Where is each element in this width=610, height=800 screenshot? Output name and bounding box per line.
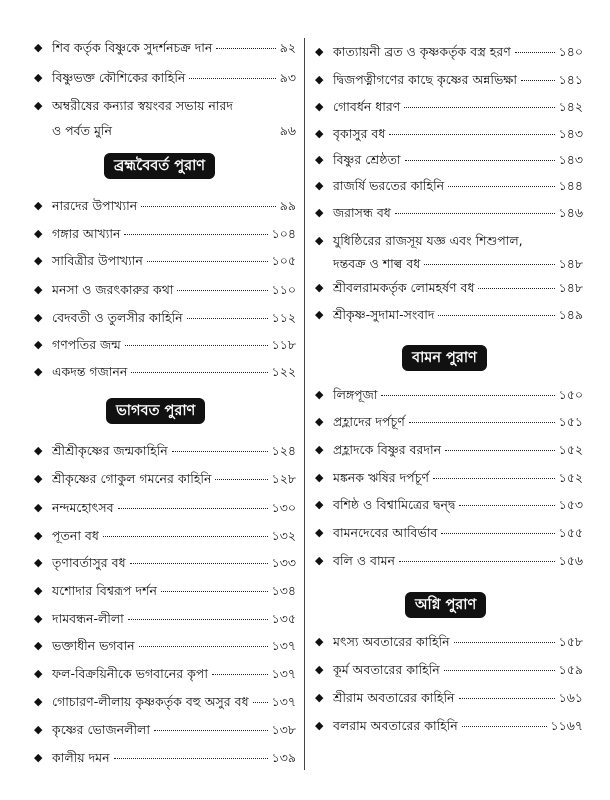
leader-dots (448, 186, 555, 187)
toc-entry[interactable] (315, 414, 583, 430)
entry-title: দ্বিজপত্নীগণের কাছে কৃষ্ণের অন্নভিক্ষা (333, 72, 518, 87)
leader-dots (399, 561, 555, 562)
entry-title: একদন্ত গজানন (52, 364, 128, 379)
leader-dots (381, 395, 554, 396)
toc-entry[interactable] (34, 722, 296, 738)
section-heading-vamana: বামন পুরাণ (402, 345, 487, 371)
entry-title: গণপতির জন্ম (52, 337, 121, 352)
entry-title: বিষ্ণুর শ্রেষ্ঠতা (333, 152, 401, 167)
entry-page: ১৪০ (558, 44, 583, 59)
toc-entry[interactable] (315, 553, 583, 569)
toc-entry[interactable] (34, 528, 296, 544)
section-heading-bhagavata: ভাগবত পুরাণ (106, 398, 205, 424)
leader-dots (130, 563, 268, 564)
toc-entry[interactable] (315, 634, 583, 650)
toc-entry[interactable] (315, 470, 583, 486)
diamond-bullet-icon: ◆ (315, 153, 324, 166)
toc-entry[interactable] (34, 583, 296, 599)
entry-page: ১৪৮ (558, 256, 583, 271)
leader-dots (161, 591, 268, 592)
leader-dots (445, 450, 555, 451)
toc-entry[interactable] (315, 126, 583, 142)
toc-entry[interactable] (315, 178, 583, 194)
toc-entry[interactable] (315, 44, 583, 60)
leader-dots (139, 646, 268, 647)
entry-title: সাবিত্রীর উপাখ্যান (52, 253, 143, 268)
toc-entry[interactable] (34, 364, 296, 380)
diamond-bullet-icon: ◆ (34, 695, 43, 708)
leader-dots (438, 315, 554, 316)
leader-dots (212, 674, 268, 675)
entry-page: ১৫৯ (558, 662, 583, 677)
toc-entry[interactable] (34, 694, 296, 710)
diamond-bullet-icon: ◆ (315, 526, 324, 539)
entry-title: দামবন্ধন-লীলা (52, 611, 124, 626)
toc-entry[interactable] (34, 282, 296, 298)
entry-page: ১১০ (271, 282, 296, 297)
diamond-bullet-icon: ◆ (34, 254, 43, 267)
diamond-bullet-icon: ◆ (315, 663, 324, 676)
entry-page: ১০৫ (271, 253, 296, 268)
toc-entry[interactable] (315, 718, 583, 734)
toc-entry[interactable] (34, 666, 296, 682)
entry-title: বামনদেবের আবির্ভাব (333, 525, 438, 540)
entry-title: কালীয় দমন (52, 750, 110, 765)
entry-title: শ্রীকৃষ্ণ-সুদামা-সংবাদ (333, 307, 435, 322)
entry-title: বেদবতী ও তুলসীর কাহিনি (52, 310, 183, 325)
entry-page: ১১২ (271, 310, 296, 325)
entry-title: নন্দমহোৎসব (52, 500, 114, 515)
entry-page: ১৩৭ (271, 638, 296, 653)
entry-title: তৃণাবর্তাসুর বধ (52, 555, 126, 570)
entry-title: কূর্ম অবতারের কাহিনি (333, 662, 440, 677)
leader-dots (189, 78, 275, 79)
toc-entry[interactable] (315, 387, 583, 403)
leader-dots (454, 642, 555, 643)
leader-space (116, 131, 276, 132)
diamond-bullet-icon: ◆ (315, 443, 324, 456)
toc-entry[interactable] (315, 662, 583, 678)
entry-page: ১৫১ (558, 414, 583, 429)
entry-page: ৯৩ (279, 70, 296, 85)
toc-entry[interactable] (315, 307, 583, 323)
toc-entry[interactable] (315, 205, 583, 221)
entry-page: ১৩৫ (271, 611, 296, 626)
entry-page: ১৫৮ (558, 634, 583, 649)
leader-dots (177, 290, 267, 291)
diamond-bullet-icon: ◆ (315, 234, 324, 247)
diamond-bullet-icon: ◆ (315, 100, 324, 113)
entry-page: ১০৪ (271, 226, 296, 241)
entry-page: ১৪৮ (558, 280, 583, 295)
entry-title: নারদের উপাখ্যান (52, 198, 138, 213)
entry-title: শ্রীরাম অবতারের কাহিনি (333, 690, 455, 705)
entry-page: ১৩৭ (271, 694, 296, 709)
diamond-bullet-icon: ◆ (34, 365, 43, 378)
diamond-bullet-icon: ◆ (34, 529, 43, 542)
entry-title: শ্রীকৃষ্ণের গোকুল গমনের কাহিনি (52, 471, 212, 486)
leader-dots (459, 698, 555, 699)
diamond-bullet-icon: ◆ (34, 338, 43, 351)
toc-entry[interactable] (315, 72, 583, 88)
entry-title: মৎস্য অবতারের কাহিনি (333, 634, 450, 649)
entry-page: ১৫৩ (558, 497, 583, 512)
entry-page: ১৬১ (558, 690, 583, 705)
entry-title: জরাসন্ধ বধ (333, 205, 391, 220)
entry-page: ১৩৭ (271, 666, 296, 681)
leader-dots (131, 372, 267, 373)
leader-dots (141, 206, 276, 207)
diamond-bullet-icon: ◆ (34, 639, 43, 652)
section-heading-agni: অগ্নি পুরাণ (405, 592, 486, 618)
entry-title: ফল-বিক্রয়িনীকে ভগবানের কৃপা (52, 666, 208, 681)
entry-title: রাজর্ষি ভরতের কাহিনি (333, 178, 445, 193)
diamond-bullet-icon: ◆ (34, 751, 43, 764)
leader-dots (128, 619, 268, 620)
entry-page: ১২৮ (271, 471, 296, 486)
entry-title: বিষ্ণুভক্ত কৌশিকের কাহিনি (52, 70, 186, 85)
diamond-bullet-icon: ◆ (34, 501, 43, 514)
entry-title: প্রহ্লাদের দর্পচূর্ণ (333, 414, 405, 429)
entry-title: বলি ও বামন (333, 553, 395, 568)
diamond-bullet-icon: ◆ (34, 472, 43, 485)
entry-title: গোচারণ-লীলায় কৃষ্ণকর্তৃক বহু অসুর বধ (52, 694, 249, 709)
toc-entry[interactable] (315, 233, 583, 272)
entry-title: কৃষ্ণের ভোজনলীলা (52, 722, 150, 737)
entry-page: ১৪১ (558, 72, 583, 87)
leader-dots (154, 730, 268, 731)
toc-entry[interactable] (34, 443, 296, 459)
diamond-bullet-icon: ◆ (34, 227, 43, 240)
leader-dots (147, 261, 268, 262)
leader-dots (389, 134, 554, 135)
toc-entry[interactable] (34, 638, 296, 654)
entry-title: গঙ্গার আখ্যান (52, 226, 121, 241)
toc-entry[interactable] (34, 198, 296, 214)
toc-entry[interactable] (315, 690, 583, 706)
entry-title: কাত্যায়নী ব্রত ও কৃষ্ণকর্তৃক বস্ত্র হরণ (333, 44, 511, 59)
toc-entry[interactable] (34, 226, 296, 242)
toc-entry[interactable] (34, 98, 296, 139)
diamond-bullet-icon: ◆ (315, 635, 324, 648)
entry-page: ৯২ (279, 40, 296, 55)
toc-entry[interactable] (34, 310, 296, 326)
leader-dots (444, 670, 555, 671)
entry-page: ১৪৪ (558, 178, 583, 193)
diamond-bullet-icon: ◆ (34, 41, 43, 54)
entry-page: ১৪৩ (558, 126, 583, 141)
leader-dots (253, 702, 268, 703)
entry-page: ১৩৪ (271, 583, 296, 598)
toc-entry[interactable] (34, 555, 296, 571)
entry-title-line: যুধিষ্ঠিরের রাজসূয় যজ্ঞ এবং শিশুপাল, (333, 233, 523, 248)
entry-title: শিব কর্তৃক বিষ্ণুকে সুদর্শনচক্র দান (52, 40, 213, 55)
entry-page: ১৫৫ (558, 525, 583, 540)
entry-title: ভক্তাধীন ভগবান (52, 638, 135, 653)
entry-page: ১৪২ (558, 99, 583, 114)
diamond-bullet-icon: ◆ (315, 388, 324, 401)
toc-entry[interactable] (34, 70, 296, 86)
entry-page: ১৫২ (558, 470, 583, 485)
leader-dots (441, 533, 554, 534)
leader-dots (114, 758, 268, 759)
entry-page: ১৩৩ (271, 555, 296, 570)
leader-dots (216, 48, 275, 49)
leader-dots (433, 478, 555, 479)
entry-title: পূতনা বধ (52, 528, 99, 543)
toc-entry[interactable] (34, 611, 296, 627)
entry-page: ১৪৩ (558, 152, 583, 167)
entry-title: যশোদার বিশ্বরূপ দর্শন (52, 583, 157, 598)
entry-title-line: ও পর্বত মুনি (52, 123, 112, 138)
entry-page: ১৫০ (558, 387, 583, 402)
entry-page: ১২৪ (271, 443, 296, 458)
toc-entry[interactable] (315, 280, 583, 296)
diamond-bullet-icon: ◆ (34, 99, 43, 112)
toc-entry[interactable] (34, 750, 296, 766)
toc-entry[interactable] (315, 442, 583, 458)
diamond-bullet-icon: ◆ (315, 471, 324, 484)
entry-title: গোবর্ধন ধারণ (333, 99, 401, 114)
entry-page: ১৫২ (558, 442, 583, 457)
diamond-bullet-icon: ◆ (315, 415, 324, 428)
leader-dots (424, 264, 554, 265)
toc-entry[interactable] (315, 525, 583, 541)
diamond-bullet-icon: ◆ (34, 199, 43, 212)
entry-title: বশিষ্ঠ ও বিশ্বামিত্রের দ্বন্দ্ব (333, 497, 456, 512)
entry-page: ১৪৯ (558, 307, 583, 322)
diamond-bullet-icon: ◆ (34, 584, 43, 597)
leader-dots (172, 451, 268, 452)
toc-entry[interactable] (34, 471, 296, 487)
diamond-bullet-icon: ◆ (315, 206, 324, 219)
diamond-bullet-icon: ◆ (315, 498, 324, 511)
diamond-bullet-icon: ◆ (315, 281, 324, 294)
diamond-bullet-icon: ◆ (315, 45, 324, 58)
entry-page: ১১৮ (271, 337, 296, 352)
entry-page: ১৩৯ (271, 750, 296, 765)
leader-dots (187, 318, 268, 319)
toc-entry[interactable] (34, 253, 296, 269)
diamond-bullet-icon: ◆ (315, 691, 324, 704)
toc-entry[interactable] (34, 337, 296, 353)
leader-dots (215, 479, 267, 480)
entry-title: বলরাম অবতারের কাহিনি (333, 718, 458, 733)
leader-dots (462, 726, 547, 727)
leader-dots (521, 80, 555, 81)
leader-dots (478, 288, 554, 289)
diamond-bullet-icon: ◆ (315, 179, 324, 192)
diamond-bullet-icon: ◆ (315, 719, 324, 732)
entry-title: প্রহ্লাদকে বিষ্ণুর বরদান (333, 442, 442, 457)
entry-page: ১৩৮ (271, 722, 296, 737)
entry-title: মঙ্কনক ঋষির দর্পচূর্ণ (333, 470, 429, 485)
entry-page: ১১৬৭ (550, 718, 583, 733)
entry-title: শ্রীবলরামকর্তৃক লোমহর্ষণ বধ (333, 280, 475, 295)
entry-page: ১৫৬ (558, 553, 583, 568)
toc-entry[interactable] (315, 497, 583, 513)
leader-dots (515, 52, 555, 53)
entry-page: ৯৯ (279, 198, 296, 213)
leader-dots (118, 508, 268, 509)
leader-dots (395, 213, 555, 214)
diamond-bullet-icon: ◆ (34, 71, 43, 84)
diamond-bullet-icon: ◆ (315, 73, 324, 86)
entry-page: ১৪৬ (558, 205, 583, 220)
entry-page: ১৩০ (271, 500, 296, 515)
section-heading-brahmavaivarta: ব্রহ্মবৈবর্ত পুরাণ (104, 153, 215, 179)
leader-dots (404, 107, 554, 108)
entry-title: লিঙ্গপূজা (333, 387, 378, 402)
toc-entry[interactable] (34, 40, 296, 56)
leader-dots (125, 345, 268, 346)
diamond-bullet-icon: ◆ (315, 554, 324, 567)
leader-dots (409, 422, 555, 423)
diamond-bullet-icon: ◆ (315, 127, 324, 140)
diamond-bullet-icon: ◆ (34, 444, 43, 457)
leader-dots (124, 234, 267, 235)
entry-page: ১২২ (271, 364, 296, 379)
diamond-bullet-icon: ◆ (34, 556, 43, 569)
toc-entry[interactable] (34, 500, 296, 516)
leader-dots (459, 505, 554, 506)
diamond-bullet-icon: ◆ (34, 283, 43, 296)
toc-entry[interactable] (315, 152, 583, 168)
entry-page: ৯৬ (279, 123, 296, 138)
entry-title-line: অম্বরীষের কন্যার স্বয়ংবর সভায় নারদ (52, 98, 233, 113)
column-divider (304, 38, 305, 770)
entry-title: বৃকাসুর বধ (333, 126, 386, 141)
entry-title: শ্রীশ্রীকৃষ্ণের জন্মকাহিনি (52, 443, 168, 458)
diamond-bullet-icon: ◆ (34, 667, 43, 680)
entry-title: মনসা ও জরৎকারুর কথা (52, 282, 174, 297)
diamond-bullet-icon: ◆ (34, 612, 43, 625)
entry-title-line: দন্তবক্র ও শাল্ব বধ (333, 256, 421, 271)
leader-dots (405, 160, 555, 161)
entry-page: ১৩২ (271, 528, 296, 543)
diamond-bullet-icon: ◆ (34, 723, 43, 736)
leader-dots (103, 536, 268, 537)
diamond-bullet-icon: ◆ (34, 311, 43, 324)
diamond-bullet-icon: ◆ (315, 308, 324, 321)
toc-entry[interactable] (315, 99, 583, 115)
